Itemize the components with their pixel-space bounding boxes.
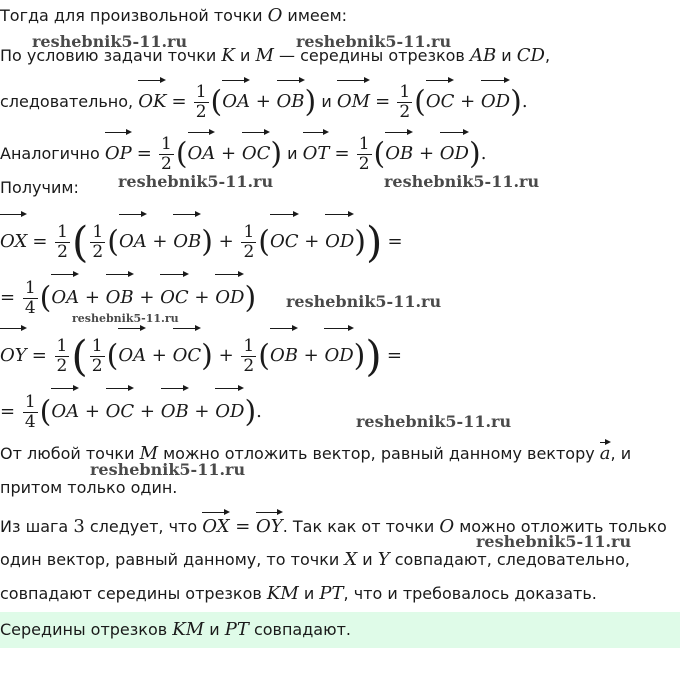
vector-OY: OY xyxy=(256,510,283,540)
text: Аналогично xyxy=(0,144,100,163)
math-AB: AB xyxy=(469,45,497,66)
text: и xyxy=(239,46,251,65)
equation-OX-result: = $\frac{1}{4}$ (OA + OB + OC + OD) xyxy=(0,272,256,321)
text: Получим: xyxy=(0,178,79,197)
equation-OX: OX = $\frac{1}{2}$ ( $\frac{1}{2}$ (OA + OB) + $\frac{1}{2}$ (OC + OD)) = xyxy=(0,212,403,269)
math-Y: Y xyxy=(377,549,390,570)
watermark: reshebnik5-11.ru xyxy=(384,172,540,191)
text-line-9 xyxy=(0,478,177,498)
answer-line xyxy=(0,620,351,640)
text-line-2: По условию задачи точки K и M — середины отрезков AB и CD, xyxy=(0,45,551,66)
text-line-11 xyxy=(0,550,630,570)
math-K: K xyxy=(221,45,235,66)
text-line-3: следовательно, OK = $\frac{1}{2}$ (OA + OB) и OM = $\frac{1}{2}$ (OC + OD). xyxy=(0,78,528,123)
vector-OD: OD xyxy=(324,326,353,382)
text: Тогда для произвольной точки xyxy=(0,6,263,25)
equation-OY: OY = $\frac{1}{2}$ ( $\frac{1}{2}$ (OA + OC) + $\frac{1}{2}$ (OB + OD)) = xyxy=(0,326,402,383)
math-KM: KM xyxy=(266,583,299,604)
vector-OA: OA xyxy=(51,272,79,320)
text: можно отложить вектор, равный данному вектору xyxy=(163,444,595,463)
text: совпадают. xyxy=(253,620,351,639)
vector-OB: OB xyxy=(277,78,305,122)
math-O: O xyxy=(439,516,455,537)
math-X: X xyxy=(344,549,358,570)
vector-OM: OM xyxy=(337,78,370,122)
fraction-quarter: $\frac{1}{4}$ xyxy=(24,392,36,432)
watermark: reshebnik5-11.ru xyxy=(90,460,246,479)
vector-OX: OX xyxy=(202,510,229,540)
vector-OB: OB xyxy=(270,326,298,382)
text: Из шага xyxy=(0,517,69,536)
text: Середины отрезков xyxy=(0,620,168,639)
vector-OC: OC xyxy=(270,212,299,268)
vector-OD: OD xyxy=(440,130,469,174)
math-CD: CD xyxy=(516,45,545,66)
math-M: M xyxy=(139,443,158,464)
fraction-half: $\frac{1}{2}$ xyxy=(92,222,104,262)
text-line-12 xyxy=(0,584,597,604)
vector-OX: OX xyxy=(0,212,27,268)
watermark: reshebnik5-11.ru xyxy=(356,412,512,431)
vector-OA: OA xyxy=(51,386,79,434)
text-line-1 xyxy=(0,6,347,26)
watermark: reshebnik5-11.ru xyxy=(32,32,188,51)
text: и xyxy=(362,550,373,569)
watermark: reshebnik5-11.ru xyxy=(286,292,442,311)
vector-OK: OK xyxy=(138,78,166,122)
vector-OB: OB xyxy=(173,212,201,268)
text: имеем: xyxy=(287,6,348,25)
math-O: O xyxy=(267,5,283,26)
vector-OD: OD xyxy=(215,386,244,434)
text: и xyxy=(321,92,332,111)
fraction-half: $\frac{1}{2}$ xyxy=(243,222,255,262)
text: следовательно, xyxy=(0,92,134,111)
text-line-4: Аналогично OP = $\frac{1}{2}$ (OA + OC) и OT = $\frac{1}{2}$ (OB + OD). xyxy=(0,130,486,175)
text: совпадают, следовательно, xyxy=(394,550,630,569)
answer-box xyxy=(0,612,680,648)
fraction-half: $\frac{1}{2}$ xyxy=(56,336,68,376)
text: По условию задачи точки xyxy=(0,46,217,65)
fraction-half: $\frac{1}{2}$ xyxy=(57,222,68,262)
fraction-quarter: $\frac{1}{4}$ xyxy=(24,278,36,318)
watermark: reshebnik5-11.ru xyxy=(296,32,452,51)
math-M: M xyxy=(255,45,274,66)
text: один вектор, равный данному, то точки xyxy=(0,550,340,569)
text: и xyxy=(303,584,315,603)
vector-OB: OB xyxy=(106,272,134,320)
vector-OD: OD xyxy=(215,272,244,320)
text: и xyxy=(501,46,512,65)
fraction-half: $\frac{1}{2}$ xyxy=(160,134,172,174)
vector-OC: OC xyxy=(106,386,135,434)
text: . Так как от точки xyxy=(282,517,435,536)
vector-OD: OD xyxy=(325,212,354,268)
watermark: reshebnik5-11.ru xyxy=(476,532,632,551)
math-KM: KM xyxy=(172,619,205,640)
text-line-8: От любой точки M можно отложить вектор, равный данному вектору a, и xyxy=(0,440,631,464)
vector-OB: OB xyxy=(161,386,189,434)
text: и xyxy=(209,620,220,639)
text: следует, что xyxy=(89,517,198,536)
watermark: reshebnik5-11.ru xyxy=(72,312,179,325)
vector-OC: OC xyxy=(160,272,189,320)
text-line-5 xyxy=(0,178,79,198)
math-PT: PT xyxy=(224,619,249,640)
vector-OD: OD xyxy=(481,78,510,122)
vector-a: a xyxy=(600,440,611,464)
text: и xyxy=(287,144,298,163)
fraction-half: $\frac{1}{2}$ xyxy=(399,82,411,122)
vector-OA: OA xyxy=(188,130,216,174)
fraction-half: $\frac{1}{2}$ xyxy=(243,336,255,376)
text: , что и требовалось доказать. xyxy=(343,584,597,603)
vector-OB: OB xyxy=(385,130,413,174)
vector-OC: OC xyxy=(173,326,202,382)
math-three: 3 xyxy=(73,516,85,537)
equation-OY-result: = $\frac{1}{4}$ (OA + OC + OB + OD). xyxy=(0,386,262,435)
math-PT: PT xyxy=(319,583,344,604)
fraction-half: $\frac{1}{2}$ xyxy=(91,336,103,376)
vector-OP: OP xyxy=(105,130,132,174)
vector-OC: OC xyxy=(242,130,271,174)
vector-OA: OA xyxy=(222,78,250,122)
text-line-10: Из шага 3 следует, что OX = OY. Так как от точки O можно отложить только xyxy=(0,510,667,540)
text: можно отложить только xyxy=(459,517,667,536)
watermark: reshebnik5-11.ru xyxy=(118,172,274,191)
vector-OA: OA xyxy=(119,212,147,268)
fraction-half: $\frac{1}{2}$ xyxy=(195,82,207,122)
vector-OT: OT xyxy=(303,130,330,174)
vector-OC: OC xyxy=(426,78,455,122)
text: притом только один. xyxy=(0,478,178,497)
vector-OY: OY xyxy=(0,326,27,382)
text: От любой точки xyxy=(0,444,135,463)
vector-OA: OA xyxy=(118,326,146,382)
text: совпадают середины отрезков xyxy=(0,584,262,603)
text: — середины отрезков xyxy=(278,46,465,65)
fraction-half: $\frac{1}{2}$ xyxy=(358,134,370,174)
